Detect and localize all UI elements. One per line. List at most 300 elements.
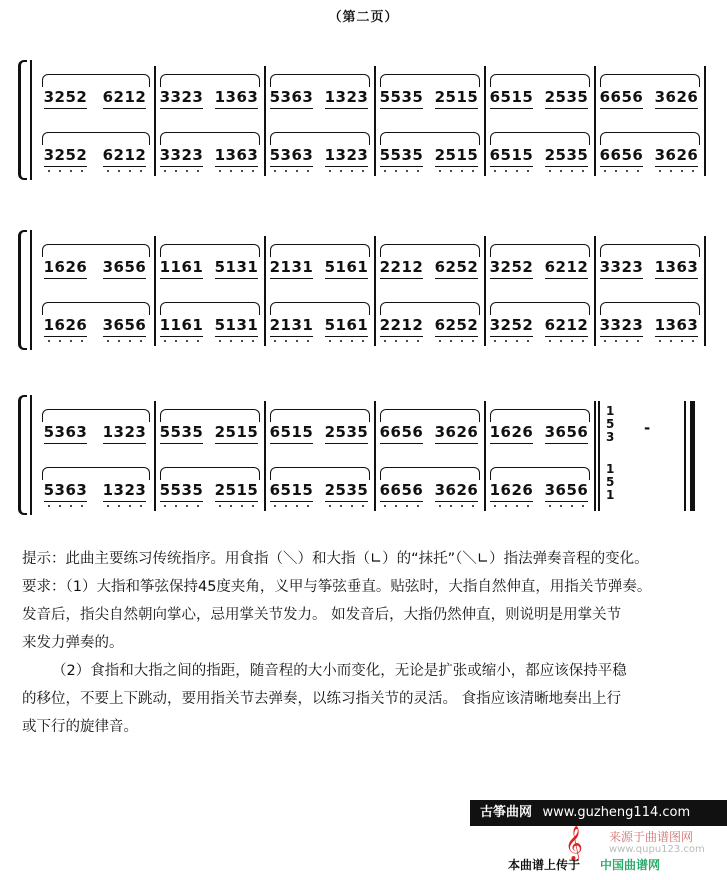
octave-dot xyxy=(307,170,309,172)
measure-barline xyxy=(704,66,706,176)
phrase-arc xyxy=(160,467,260,480)
octave-dots xyxy=(490,505,534,509)
octave-dot xyxy=(505,340,507,342)
note-group: 3252 xyxy=(44,88,88,106)
octave-dots xyxy=(215,340,259,344)
beam-underline xyxy=(215,108,259,110)
octave-dot xyxy=(659,340,661,342)
beam-underline xyxy=(160,443,204,445)
beam-underline xyxy=(103,278,147,280)
beam-underline xyxy=(215,443,259,445)
octave-dot xyxy=(461,340,463,342)
octave-dot xyxy=(241,505,243,507)
beam-underline xyxy=(270,166,314,168)
octave-dot xyxy=(395,170,397,172)
phrase-arc xyxy=(160,302,260,315)
note-group: 5131 xyxy=(215,316,259,334)
phrase-arc xyxy=(160,74,260,87)
octave-dot xyxy=(549,505,551,507)
octave-dot xyxy=(692,340,694,342)
double-barline xyxy=(598,401,600,511)
phrase-arc xyxy=(160,132,260,145)
octave-dot xyxy=(230,505,232,507)
phrase-arc xyxy=(270,74,370,87)
octave-dot xyxy=(186,340,188,342)
octave-dot xyxy=(571,340,573,342)
octave-dot xyxy=(175,340,177,342)
note-group: 1323 xyxy=(103,481,147,499)
octave-dot xyxy=(681,170,683,172)
phrase-arc xyxy=(42,74,150,87)
octave-dot xyxy=(81,170,83,172)
beam-underline xyxy=(545,166,589,168)
beam-underline xyxy=(103,501,147,503)
footer-text: 本曲谱上传于 xyxy=(508,858,581,872)
phrase-arc xyxy=(490,302,590,315)
octave-dot xyxy=(164,505,166,507)
octave-dot xyxy=(197,170,199,172)
octave-dot xyxy=(329,340,331,342)
beam-underline xyxy=(325,108,369,110)
octave-dot xyxy=(494,505,496,507)
octave-dot xyxy=(395,505,397,507)
note-group: 5161 xyxy=(325,258,369,276)
note-group: 6252 xyxy=(435,316,479,334)
beam-underline xyxy=(490,336,534,338)
note-group: 1323 xyxy=(103,423,147,441)
octave-dot xyxy=(461,170,463,172)
beam-underline xyxy=(270,278,314,280)
requirement-line-1: 要求：（1）大指和筝弦保持45度夹角，义甲与筝弦垂直。贴弦时，大指自然伸直，用指关节弹奏。 xyxy=(22,579,652,595)
phrase-arc xyxy=(490,244,590,257)
octave-dot xyxy=(107,170,109,172)
note-group: 5161 xyxy=(325,316,369,334)
octave-dot xyxy=(362,170,364,172)
octave-dot xyxy=(285,340,287,342)
octave-dots xyxy=(490,170,534,174)
beam-underline xyxy=(325,336,369,338)
note-group: 1626 xyxy=(44,316,88,334)
octave-dot xyxy=(175,170,177,172)
octave-dot xyxy=(296,170,298,172)
system-barline xyxy=(30,230,32,350)
octave-dots xyxy=(325,170,369,174)
treble-clef-icon: 𝄞 xyxy=(565,826,583,861)
beam-underline xyxy=(160,336,204,338)
beam-underline xyxy=(103,166,147,168)
beam-underline xyxy=(655,166,699,168)
measure-barline xyxy=(594,401,596,511)
octave-dot xyxy=(70,170,72,172)
octave-dots xyxy=(270,170,314,174)
phrase-arc xyxy=(380,302,480,315)
site-banner[interactable] xyxy=(470,800,727,826)
note-group: 3323 xyxy=(600,316,644,334)
note-group: 1363 xyxy=(655,258,699,276)
beam-underline xyxy=(600,108,644,110)
octave-dot xyxy=(571,170,573,172)
note-group: 6212 xyxy=(545,316,589,334)
octave-dot xyxy=(140,505,142,507)
beam-underline xyxy=(545,443,589,445)
measure-barline xyxy=(704,236,706,346)
octave-dots xyxy=(435,505,479,509)
beam-underline xyxy=(545,336,589,338)
octave-dot xyxy=(560,505,562,507)
octave-dot xyxy=(118,170,120,172)
note-group: 3656 xyxy=(103,316,147,334)
octave-dot xyxy=(439,505,441,507)
note-group: 2535 xyxy=(545,146,589,164)
octave-dot xyxy=(107,340,109,342)
note-group: 1323 xyxy=(325,146,369,164)
note-group: 1323 xyxy=(325,88,369,106)
beam-underline xyxy=(380,108,424,110)
note-group: 5131 xyxy=(215,258,259,276)
phrase-arc xyxy=(600,302,700,315)
octave-dot xyxy=(70,340,72,342)
octave-dot xyxy=(472,170,474,172)
octave-dot xyxy=(307,340,309,342)
phrase-arc xyxy=(270,409,370,422)
system-brace xyxy=(18,395,27,515)
octave-dot xyxy=(129,505,131,507)
octave-dot xyxy=(395,340,397,342)
octave-dot xyxy=(571,505,573,507)
octave-dot xyxy=(582,170,584,172)
octave-dot xyxy=(329,170,331,172)
octave-dots xyxy=(44,505,88,509)
octave-dot xyxy=(692,170,694,172)
octave-dot xyxy=(549,170,551,172)
octave-dot xyxy=(549,340,551,342)
octave-dot xyxy=(439,170,441,172)
beam-underline xyxy=(270,443,314,445)
octave-dot xyxy=(406,340,408,342)
octave-dot xyxy=(230,170,232,172)
octave-dot xyxy=(81,505,83,507)
octave-dot xyxy=(560,170,562,172)
phrase-arc xyxy=(600,132,700,145)
octave-dot xyxy=(129,340,131,342)
phrase-arc xyxy=(42,302,150,315)
octave-dot xyxy=(252,505,254,507)
octave-dots xyxy=(325,340,369,344)
phrase-arc xyxy=(42,467,150,480)
note-group: 3252 xyxy=(44,146,88,164)
octave-dot xyxy=(186,505,188,507)
octave-dot xyxy=(505,505,507,507)
octave-dot xyxy=(140,170,142,172)
octave-dot xyxy=(118,340,120,342)
note-group: 6212 xyxy=(103,146,147,164)
note-group: 5363 xyxy=(44,481,88,499)
note-group: 1363 xyxy=(655,316,699,334)
octave-dots xyxy=(490,340,534,344)
octave-dot xyxy=(175,505,177,507)
phrase-arc xyxy=(380,467,480,480)
note-group: 2515 xyxy=(215,481,259,499)
octave-dot xyxy=(516,170,518,172)
requirement-line-6: 或下行的旋律音。 xyxy=(22,719,138,735)
octave-dot xyxy=(296,505,298,507)
beam-underline xyxy=(545,108,589,110)
octave-dot xyxy=(340,340,342,342)
beam-underline xyxy=(435,278,479,280)
final-chord-bottom: 1 5 1 xyxy=(606,462,615,502)
note-group: 3323 xyxy=(600,258,644,276)
octave-dot xyxy=(582,505,584,507)
note-group: 3252 xyxy=(490,258,534,276)
system-brace xyxy=(18,60,27,180)
beam-underline xyxy=(215,501,259,503)
score-system xyxy=(18,395,718,515)
octave-dots xyxy=(655,340,699,344)
octave-dot xyxy=(516,340,518,342)
beam-underline xyxy=(325,166,369,168)
note-group: 3323 xyxy=(160,146,204,164)
octave-dot xyxy=(384,340,386,342)
site-name: 古筝曲网 xyxy=(480,805,533,820)
note-group: 5535 xyxy=(380,146,424,164)
octave-dot xyxy=(461,505,463,507)
octave-dot xyxy=(494,340,496,342)
octave-dots xyxy=(380,170,424,174)
octave-dot xyxy=(417,505,419,507)
note-group: 6212 xyxy=(545,258,589,276)
note-group: 1363 xyxy=(215,146,259,164)
note-group: 6656 xyxy=(600,146,644,164)
footer-brand: 中国曲谱网 xyxy=(600,858,661,872)
note-group: 1626 xyxy=(490,481,534,499)
octave-dot xyxy=(362,505,364,507)
octave-dot xyxy=(241,170,243,172)
octave-dot xyxy=(406,505,408,507)
beam-underline xyxy=(160,501,204,503)
octave-dot xyxy=(516,505,518,507)
phrase-arc xyxy=(490,132,590,145)
note-group: 3626 xyxy=(655,146,699,164)
octave-dot xyxy=(307,505,309,507)
phrase-arc xyxy=(270,302,370,315)
octave-dot xyxy=(670,340,672,342)
octave-dot xyxy=(129,170,131,172)
score-system xyxy=(18,230,718,350)
octave-dot xyxy=(527,340,529,342)
beam-underline xyxy=(44,166,88,168)
phrase-arc xyxy=(490,467,590,480)
octave-dot xyxy=(285,505,287,507)
octave-dot xyxy=(48,505,50,507)
octave-dot xyxy=(164,170,166,172)
octave-dot xyxy=(219,505,221,507)
phrase-arc xyxy=(380,132,480,145)
octave-dot xyxy=(494,170,496,172)
site-url[interactable]: www.guzheng114.com xyxy=(542,805,691,820)
phrase-arc xyxy=(600,244,700,257)
octave-dot xyxy=(351,505,353,507)
octave-dots xyxy=(103,340,147,344)
octave-dot xyxy=(59,170,61,172)
beam-underline xyxy=(380,278,424,280)
octave-dots xyxy=(545,170,589,174)
octave-dots xyxy=(600,340,644,344)
octave-dot xyxy=(626,170,628,172)
octave-dot xyxy=(527,170,529,172)
octave-dots xyxy=(103,170,147,174)
octave-dot xyxy=(230,340,232,342)
octave-dot xyxy=(351,340,353,342)
note-group: 2131 xyxy=(270,258,314,276)
octave-dots xyxy=(380,505,424,509)
beam-underline xyxy=(490,108,534,110)
beam-underline xyxy=(325,278,369,280)
beam-underline xyxy=(103,336,147,338)
octave-dot xyxy=(140,340,142,342)
octave-dot xyxy=(81,340,83,342)
requirement-line-5: 的移位，不要上下跳动，要用指关节去弹奏，以练习指关节的灵活。 食指应该清晰地奏出上行 xyxy=(22,691,622,707)
note-group: 1363 xyxy=(215,88,259,106)
octave-dots xyxy=(215,505,259,509)
note-group: 2535 xyxy=(325,481,369,499)
end-thin-barline xyxy=(684,401,686,511)
end-thick-barline xyxy=(690,401,695,511)
sustain-dash: - xyxy=(644,419,651,437)
phrase-arc xyxy=(160,244,260,257)
octave-dot xyxy=(450,340,452,342)
octave-dot xyxy=(186,170,188,172)
beam-underline xyxy=(270,501,314,503)
beam-underline xyxy=(325,443,369,445)
final-chord-top: 1 5 3 xyxy=(606,404,615,444)
system-barline xyxy=(30,395,32,515)
octave-dot xyxy=(417,170,419,172)
octave-dot xyxy=(472,340,474,342)
beam-underline xyxy=(380,443,424,445)
note-group: 2535 xyxy=(545,88,589,106)
note-group: 5535 xyxy=(380,88,424,106)
system-barline xyxy=(30,60,32,180)
phrase-arc xyxy=(160,409,260,422)
phrase-arc xyxy=(270,244,370,257)
note-group: 5363 xyxy=(270,146,314,164)
octave-dots xyxy=(545,505,589,509)
beam-underline xyxy=(490,443,534,445)
octave-dot xyxy=(329,505,331,507)
watermark-line-2: www.qupu123.com xyxy=(609,844,705,855)
octave-dot xyxy=(527,505,529,507)
octave-dots xyxy=(435,340,479,344)
hint-line: 提示：此曲主要练习传统指序。用食指（＼）和大指（∟）的“抹托”（＼∟）指法弹奏音程的变化。 xyxy=(22,551,649,567)
beam-underline xyxy=(490,166,534,168)
beam-underline xyxy=(490,501,534,503)
beam-underline xyxy=(380,336,424,338)
beam-underline xyxy=(435,108,479,110)
note-group: 3252 xyxy=(490,316,534,334)
note-group: 6656 xyxy=(380,481,424,499)
instruction-text xyxy=(22,545,712,741)
octave-dot xyxy=(164,340,166,342)
octave-dot xyxy=(637,170,639,172)
octave-dot xyxy=(406,170,408,172)
octave-dots xyxy=(545,340,589,344)
octave-dot xyxy=(472,505,474,507)
octave-dot xyxy=(505,170,507,172)
beam-underline xyxy=(270,108,314,110)
octave-dot xyxy=(252,170,254,172)
note-group: 1161 xyxy=(160,258,204,276)
phrase-arc xyxy=(270,467,370,480)
beam-underline xyxy=(215,278,259,280)
beam-underline xyxy=(655,336,699,338)
octave-dots xyxy=(380,340,424,344)
beam-underline xyxy=(215,166,259,168)
beam-underline xyxy=(655,278,699,280)
beam-underline xyxy=(545,501,589,503)
phrase-arc xyxy=(380,409,480,422)
note-group: 3323 xyxy=(160,88,204,106)
octave-dot xyxy=(285,170,287,172)
note-group: 2515 xyxy=(435,146,479,164)
phrase-arc xyxy=(42,244,150,257)
phrase-arc xyxy=(42,132,150,145)
phrase-arc xyxy=(270,132,370,145)
phrase-arc xyxy=(490,409,590,422)
octave-dot xyxy=(59,505,61,507)
beam-underline xyxy=(435,336,479,338)
requirement-line-2: 发音后，指尖自然朝向掌心，忌用掌关节发力。 如发音后，大指仍然伸直，则说明是用掌关节 xyxy=(22,607,622,623)
octave-dot xyxy=(70,505,72,507)
note-group: 6656 xyxy=(380,423,424,441)
octave-dot xyxy=(48,170,50,172)
octave-dot xyxy=(604,340,606,342)
phrase-arc xyxy=(42,409,150,422)
note-group: 2212 xyxy=(380,316,424,334)
note-group: 3656 xyxy=(545,481,589,499)
octave-dot xyxy=(340,505,342,507)
note-group: 3626 xyxy=(435,423,479,441)
octave-dot xyxy=(681,340,683,342)
beam-underline xyxy=(600,336,644,338)
octave-dot xyxy=(362,340,364,342)
octave-dots xyxy=(160,170,204,174)
octave-dots xyxy=(655,170,699,174)
octave-dot xyxy=(560,340,562,342)
octave-dot xyxy=(274,340,276,342)
beam-underline xyxy=(490,278,534,280)
beam-underline xyxy=(435,166,479,168)
note-group: 2515 xyxy=(435,88,479,106)
phrase-arc xyxy=(380,74,480,87)
octave-dot xyxy=(296,340,298,342)
octave-dot xyxy=(626,340,628,342)
beam-underline xyxy=(600,278,644,280)
phrase-arc xyxy=(490,74,590,87)
octave-dot xyxy=(659,170,661,172)
note-group: 3656 xyxy=(103,258,147,276)
beam-underline xyxy=(215,336,259,338)
note-group: 5535 xyxy=(160,423,204,441)
octave-dot xyxy=(450,505,452,507)
note-group: 3656 xyxy=(545,423,589,441)
beam-underline xyxy=(160,278,204,280)
note-group: 1626 xyxy=(44,258,88,276)
octave-dot xyxy=(384,170,386,172)
octave-dot xyxy=(384,505,386,507)
octave-dot xyxy=(274,170,276,172)
beam-underline xyxy=(655,108,699,110)
beam-underline xyxy=(380,501,424,503)
